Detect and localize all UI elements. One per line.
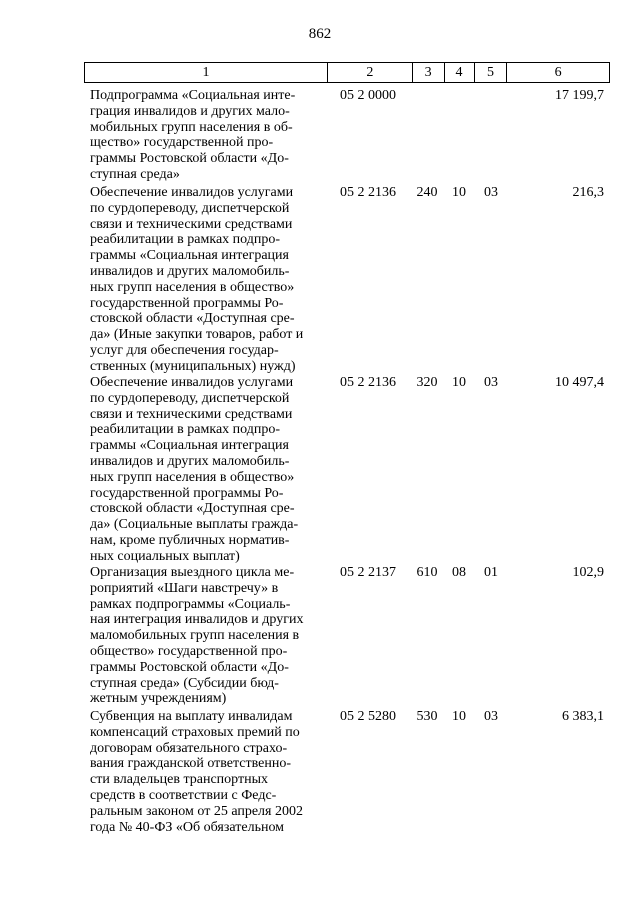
row-rz: 10 xyxy=(452,185,466,200)
row-rz: 08 xyxy=(452,565,466,580)
row-description: Субвенция на выплату инвалидам компенсаций страховых премий по договорам обязательного страхо- вания гражданской ответственно- сти владельцев транспортных средств в соответствии с Федс- ральным законом от 25 апреля 2002 года № 40-ФЗ «Об обязательном xyxy=(90,709,303,835)
row-code: 05 2 2137 xyxy=(340,565,396,580)
row-description: Обеспечение инвалидов услугами по сурдопереводу, диспетчерской связи и техническими средствами реабилитации в рамках подпро- граммы «Социальная интеграция инвалидов и других маломобиль- ных групп населения в общество» государственной программы Ро- стовской области «Доступная сре- да» (Социальные выплаты гражда- нам, кроме публичных норматив- ных социальных выплат) xyxy=(90,375,299,564)
table-header xyxy=(84,62,610,83)
row-description: Организация выездного цикла ме- роприятий «Шаги навстречу» в рамках подпрограммы «Социаль- ная интеграция инвалидов и других маломобильных групп населения в общество» государственной про- граммы Ростовской области «До- ступная среда» (Субсидии бюд- жетным учреждениям) xyxy=(90,565,304,707)
row-rz: 10 xyxy=(452,709,466,724)
row-vr: 530 xyxy=(416,709,438,724)
row-rz: 10 xyxy=(452,375,466,390)
header-col-2: 2 xyxy=(328,63,413,82)
row-vr: 320 xyxy=(416,375,438,390)
row-pr: 01 xyxy=(484,565,498,580)
header-col-6: 6 xyxy=(554,65,562,80)
page-number: 862 xyxy=(308,26,332,42)
row-description: Подпрограмма «Социальная инте- грация инвалидов и других мало- мобильных групп населения в об- щество» государственной про- граммы Ростовской области «До- ступная среда» xyxy=(90,88,296,182)
header-col-5: 5 xyxy=(475,63,508,82)
row-code: 05 2 2136 xyxy=(340,375,396,390)
row-vr: 610 xyxy=(416,565,438,580)
row-vr: 240 xyxy=(416,185,438,200)
header-col-4: 4 xyxy=(445,63,475,82)
header-col-3: 3 xyxy=(413,63,445,82)
row-sum: 17 199,7 xyxy=(555,88,604,103)
row-code: 05 2 5280 xyxy=(340,709,396,724)
row-sum: 6 383,1 xyxy=(562,709,604,724)
row-sum: 102,9 xyxy=(572,565,604,580)
row-description: Обеспечение инвалидов услугами по сурдопереводу, диспетчерской связи и техническими средствами реабилитации в рамках подпро- граммы «Социальная интеграция инвалидов и других маломобиль- ных групп населения в общество» государственной программы Ро- стовской области «Доступная сре- да» (Иные закупки товаров, работ и услуг для обеспечения государ- ственных (муниципальных) нужд) xyxy=(90,185,304,374)
row-pr: 03 xyxy=(484,709,498,724)
header-col-1: 1 xyxy=(85,63,328,82)
row-sum: 216,3 xyxy=(572,185,604,200)
row-sum: 10 497,4 xyxy=(555,375,604,390)
row-code: 05 2 2136 xyxy=(340,185,396,200)
row-pr: 03 xyxy=(484,185,498,200)
row-code: 05 2 0000 xyxy=(340,88,396,103)
row-pr: 03 xyxy=(484,375,498,390)
